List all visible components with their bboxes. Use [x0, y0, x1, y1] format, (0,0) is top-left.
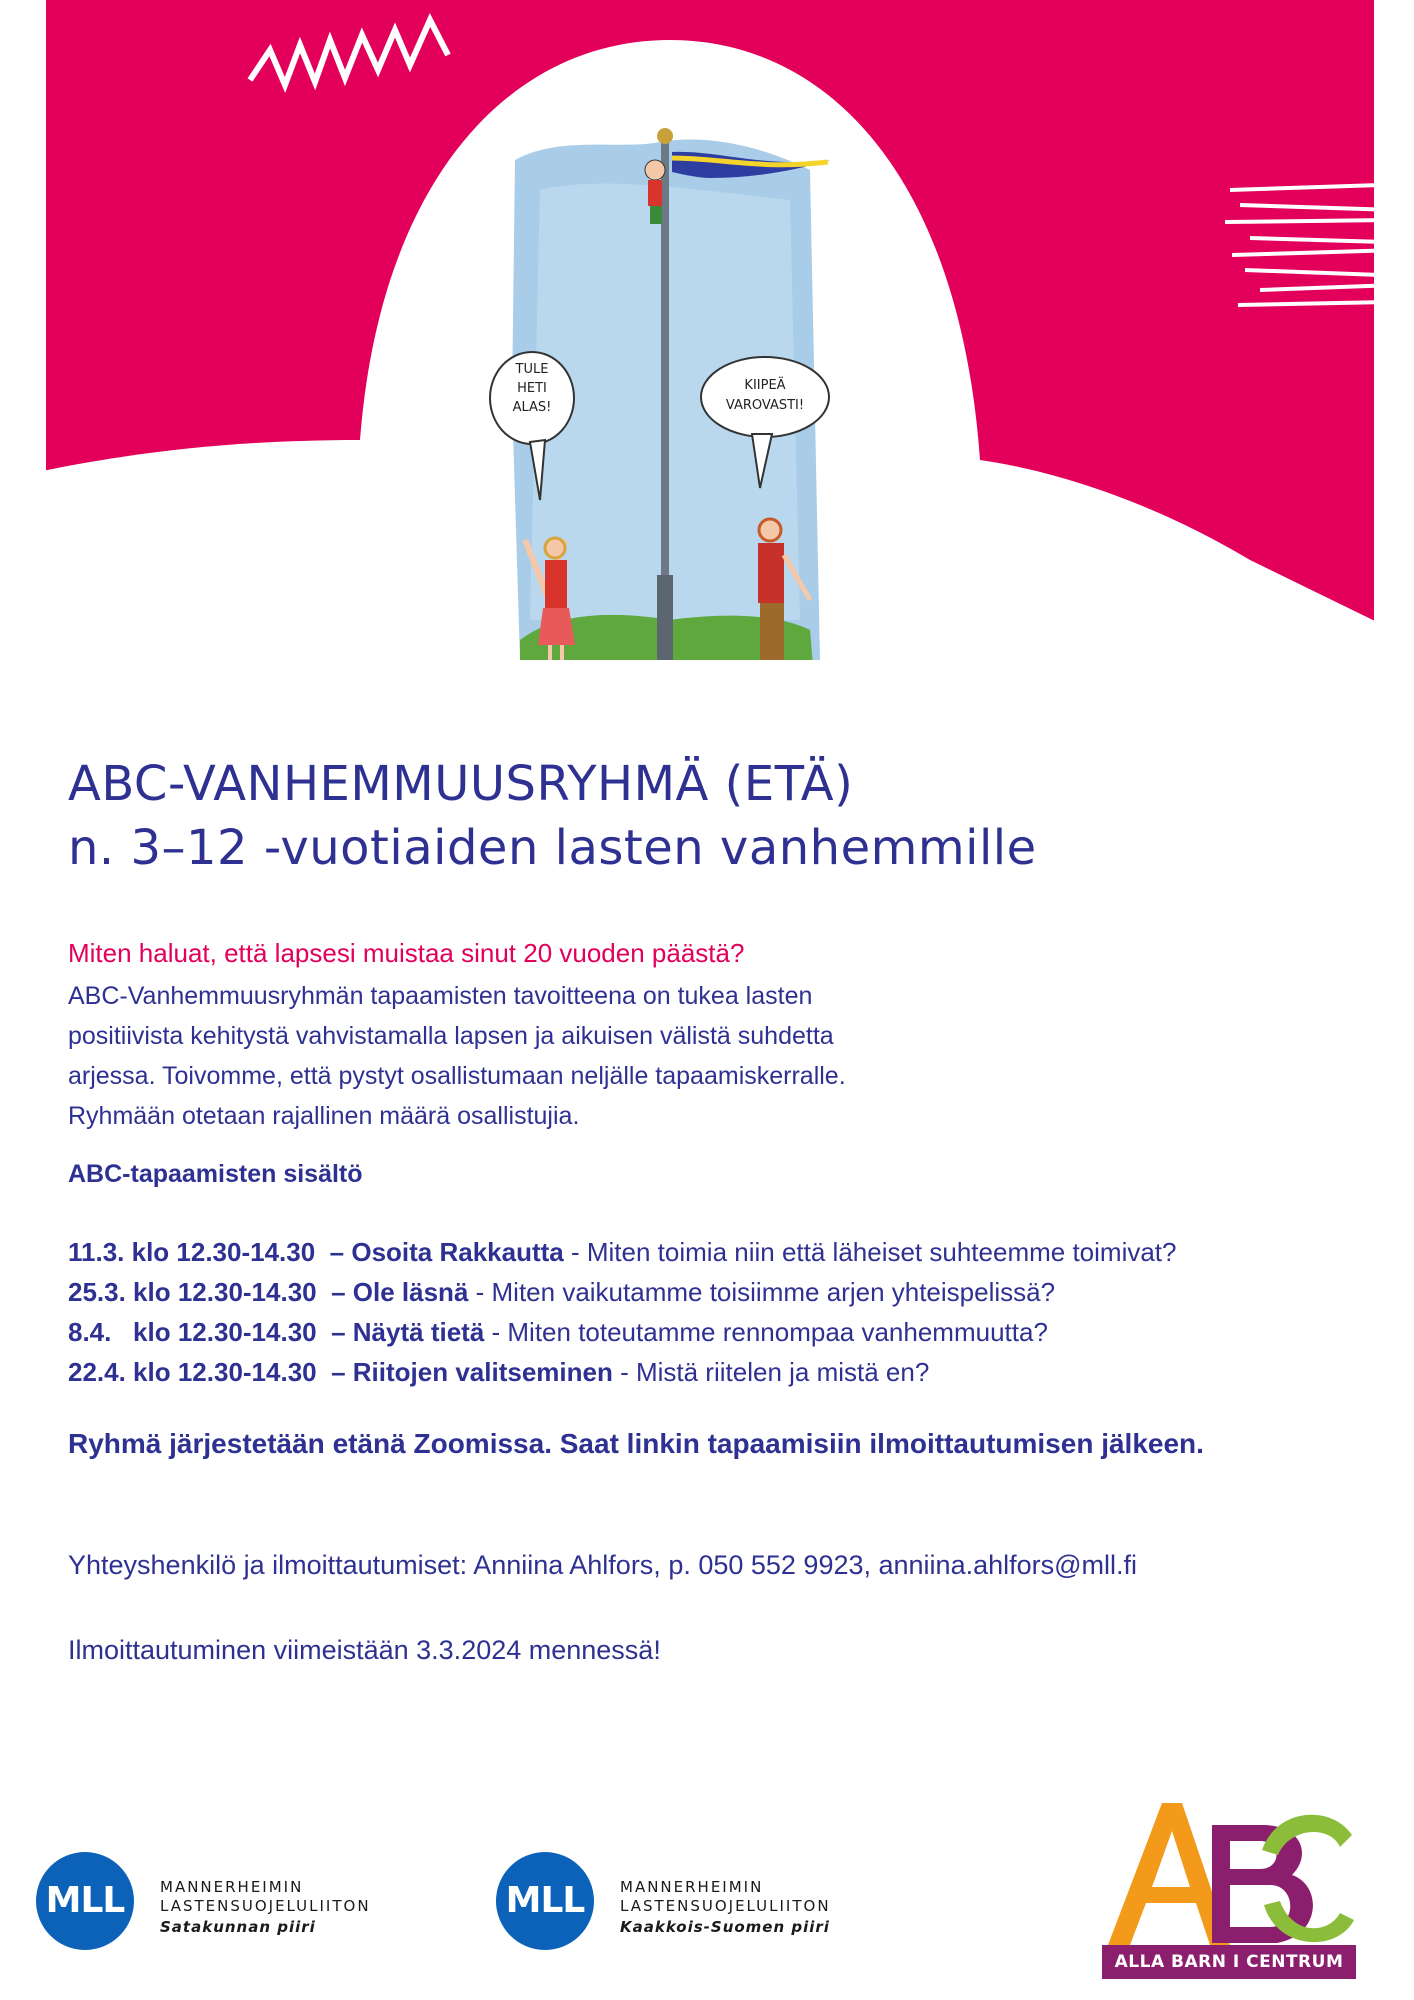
bubble-left-line: HETI — [517, 381, 547, 396]
registration-deadline: Ilmoittautuminen viimeistään 3.3.2024 mennessä! — [68, 1635, 661, 1665]
bubble-right-line: KIIPEÄ — [744, 378, 786, 393]
session-topic: Osoita Rakkautta — [351, 1237, 564, 1267]
session-topic: Ole läsnä — [352, 1277, 469, 1307]
intro-paragraph — [68, 976, 968, 1136]
hero-illustration — [0, 0, 1414, 660]
speech-bubble-left — [494, 360, 570, 417]
session-date: 22.4. klo 12.30-14.30 — [68, 1357, 317, 1387]
session-date: 8.4. klo 12.30-14.30 — [68, 1317, 317, 1347]
bubble-left-line: TULE — [515, 362, 549, 377]
mll-logo-text — [160, 1878, 371, 1938]
page-title — [68, 752, 1037, 880]
mll-name-line: MANNERHEIMIN — [160, 1878, 304, 1896]
session-description: Miten toimia niin että läheiset suhteemme toimivat? — [586, 1237, 1177, 1267]
mll-name-line: LASTENSUOJELULIITON — [620, 1897, 831, 1915]
mll-logo-circle: MLL — [36, 1852, 134, 1950]
mll-logo-satakunta — [36, 1852, 456, 1952]
bubble-left-line: ALAS! — [512, 400, 552, 415]
intro-question: Miten haluat, että lapsesi muistaa sinut 20 vuoden päästä? — [68, 938, 745, 968]
session-description: Mistä riitelen ja mistä en? — [635, 1357, 930, 1387]
mll-district: Satakunnan piiri — [160, 1918, 316, 1936]
intro-line: Ryhmään otetaan rajallinen määrä osallistujia. — [68, 1102, 580, 1130]
intro-line: ABC-Vanhemmuusryhmän tapaamisten tavoitteena on tukea lasten — [68, 982, 813, 1010]
session-item: 25.3. klo 12.30-14.30 – Ole läsnä - Miten vaikutamme toisiimme arjen yhteispelissä? — [68, 1277, 1056, 1307]
session-topic: Näytä tietä — [352, 1317, 485, 1347]
speech-bubble-right — [703, 376, 827, 416]
contact-info: Yhteyshenkilö ja ilmoittautumiset: Anniina Ahlfors, p. 050 552 9923, anniina.ahlfors@mll.fi — [68, 1550, 1138, 1580]
session-topic: Riitojen valitseminen — [352, 1357, 613, 1387]
mll-logo-text — [620, 1878, 831, 1938]
session-date: 11.3. klo 12.30-14.30 — [68, 1237, 316, 1267]
session-item: 8.4. klo 12.30-14.30 – Näytä tietä - Miten toteutamme rennompaa vanhemmuutta? — [68, 1317, 1048, 1347]
mll-name-line: LASTENSUOJELULIITON — [160, 1897, 371, 1915]
title-line-1: ABC-VANHEMMUUSRYHMÄ (ETÄ) — [68, 756, 854, 812]
mll-name-line: MANNERHEIMIN — [620, 1878, 764, 1896]
mll-district: Kaakkois-Suomen piiri — [620, 1918, 830, 1936]
session-description: Miten vaikutamme toisiimme arjen yhteispelissä? — [491, 1277, 1056, 1307]
title-line-2: n. 3–12 -vuotiaiden lasten vanhemmille — [68, 820, 1037, 876]
zoom-note: Ryhmä järjestetään etänä Zoomissa. Saat linkin tapaamisiin ilmoittautumisen jälkeen. — [68, 1428, 1204, 1459]
session-item: 11.3. klo 12.30-14.30 – Osoita Rakkautta - Miten toimia niin että läheiset suhteemme toimivat? — [68, 1237, 1177, 1267]
bubble-right-line: VAROVASTI! — [725, 398, 805, 413]
intro-line: positiivista kehitystä vahvistamalla lapsen ja aikuisen välistä suhdetta — [68, 1022, 834, 1050]
mll-logo-kaakkois-suomi — [496, 1852, 916, 1952]
abc-banner: ALLA BARN I CENTRUM — [1102, 1945, 1356, 1979]
session-date: 25.3. klo 12.30-14.30 — [68, 1277, 317, 1307]
section-heading: ABC-tapaamisten sisältö — [68, 1160, 363, 1188]
session-list — [68, 1232, 1176, 1392]
session-item: 22.4. klo 12.30-14.30 – Riitojen valitseminen - Mistä riitelen ja mistä en? — [68, 1357, 930, 1387]
session-description: Miten toteutamme rennompaa vanhemmuutta? — [507, 1317, 1048, 1347]
intro-line: arjessa. Toivomme, että pystyt osallistumaan neljälle tapaamiskerralle. — [68, 1062, 846, 1090]
mll-logo-circle: MLL — [496, 1852, 594, 1950]
